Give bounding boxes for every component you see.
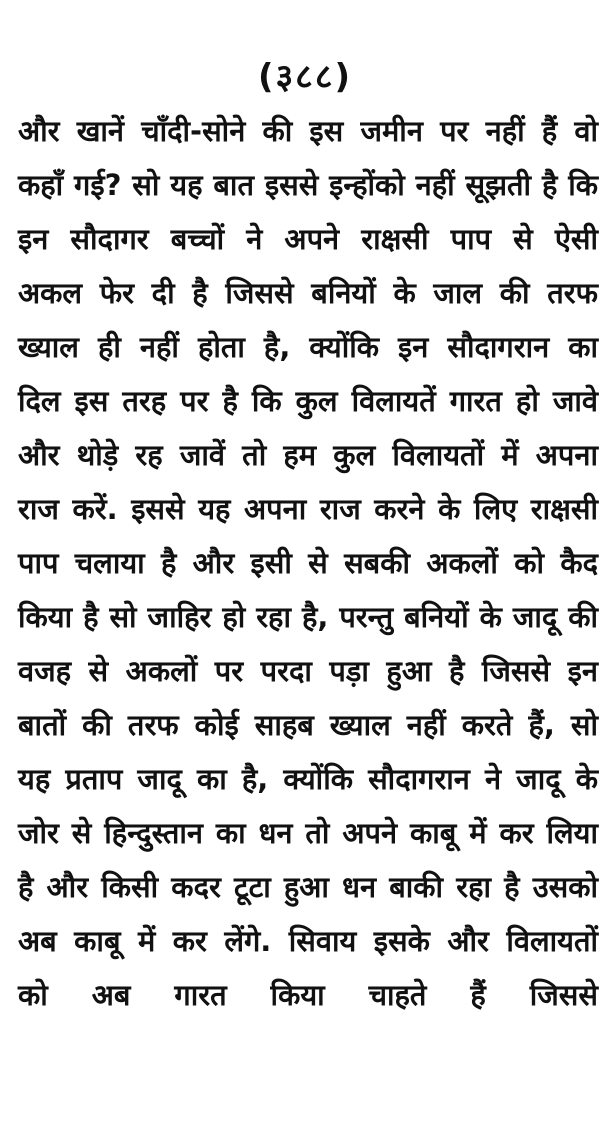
body-text [18,104,598,1022]
text-line: और खानें चाँदी-सोने की इस जमीन पर नहीं हैं वो [18,114,598,148]
text-line: इन सौदागर बच्चों ने अपने राक्षसी पाप से ऐसी [18,222,598,256]
page-number: (३८८) [257,57,353,97]
text-line: है और किसी कदर टूटा हुआ धन बाकी रहा है उसको [18,870,598,904]
text-line: अकल फेर दी है जिससे बनियों के जाल की तरफ [18,276,598,310]
text-line: किया है सो जाहिर हो रहा है, परन्तु बनियों के जादू की [18,600,598,634]
text-line: बातों की तरफ कोई साहब ख्याल नहीं करते हैं, सो [18,708,598,742]
text-line: अब काबू में कर लेंगे. सिवाय इसके और विलायतों [18,924,598,958]
text-line: दिल इस तरह पर है कि कुल विलायतें गारत हो जावे [18,384,598,418]
text-line: और थोड़े रह जावें तो हम कुल विलायतों में अपना [18,438,598,472]
text-line: वजह से अकलों पर परदा पड़ा हुआ है जिससे इन [18,654,598,688]
text-line: राज करें. इससे यह अपना राज करने के लिए राक्षसी [18,492,598,526]
text-line: को अब गारत किया चाहते हैं जिससे [18,978,598,1012]
text-line: यह प्रताप जादू का है, क्योंकि सौदागरान ने जादू के [18,762,598,796]
text-line: कहाँ गई? सो यह बात इससे इन्होंको नहीं सूझती है कि [18,168,598,202]
text-line: जोर से हिन्दुस्तान का धन तो अपने काबू में कर लिया [18,816,598,850]
text-line: पाप चलाया है और इसी से सबकी अकलों को कैद [18,546,598,580]
text-line: ख्याल ही नहीं होता है, क्योंकि इन सौदागरान का [18,330,598,364]
